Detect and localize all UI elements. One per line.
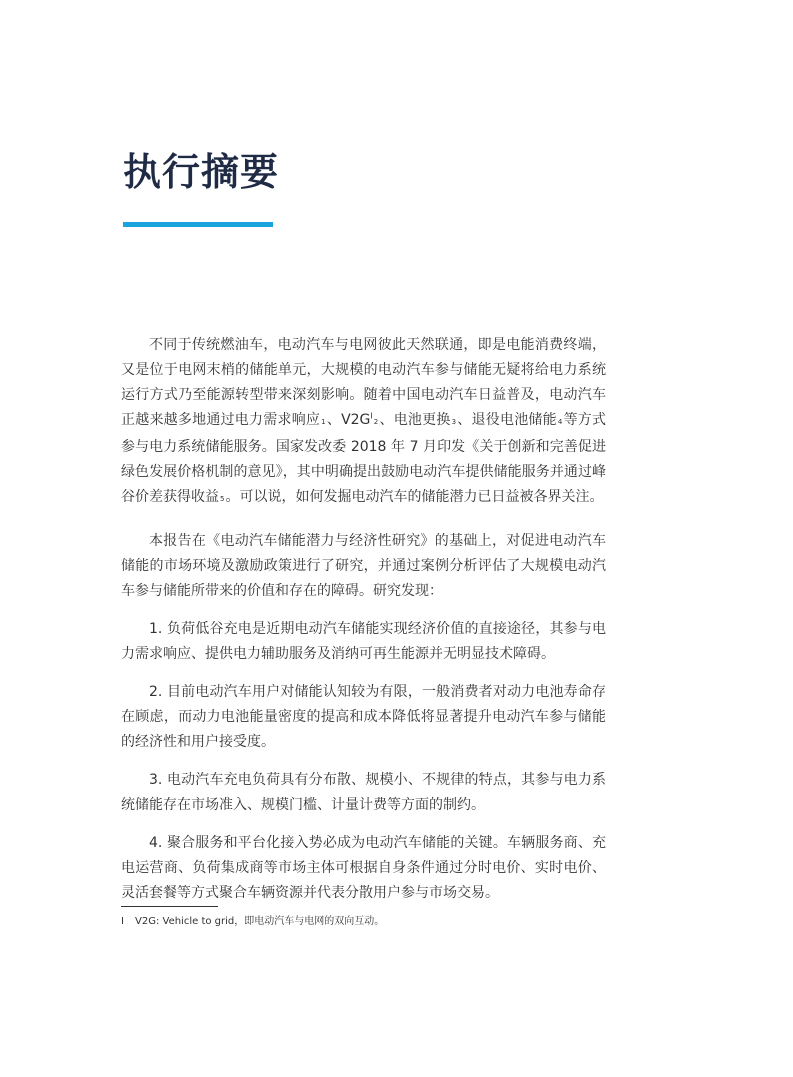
- reference-1: 1: [321, 418, 326, 426]
- body-text: [121, 333, 606, 906]
- page-title: 执行摘要: [123, 150, 280, 194]
- intro-text-e: 等方式参与电力系统储能服务。国家发改委 2018 年 7 月印发《关于创新和完善促进绿色发展价格机制的意见》，其中明确提出鼓励电动汽车提供储能服务并通过峰谷价差获得收益: [121, 412, 607, 505]
- title-accent-rule: [123, 222, 273, 227]
- reference-5: 5: [220, 495, 225, 503]
- footnote-text: V2G: Vehicle to grid，即电动汽车与电网的双向互动。: [135, 916, 385, 927]
- footnote-marker: I: [370, 411, 373, 421]
- intro-text-b: 、V2G: [326, 412, 371, 428]
- intro-paragraph-1: [121, 333, 606, 512]
- intro-paragraph-2: 本报告在《电动汽车储能潜力与经济性研究》的基础上，对促进电动汽车储能的市场环境及激励政策进行了研究，并通过案例分析评估了大规模电动汽车参与储能所带来的价值和存在的障碍。研究发现：: [121, 533, 606, 599]
- reference-3: 3: [451, 418, 457, 426]
- footnote-divider: [121, 906, 218, 907]
- intro-text-a: 不同于传统燃油车，电动汽车与电网彼此天然联通，即是电能消费终端，又是位于电网末梢的储能单元，大规模的电动汽车参与储能无疑将给电力系统运行方式乃至能源转型带来深刻影响。随着中国电动汽车日益普及，电动汽车正越来越多地通过电力需求响应: [121, 337, 606, 428]
- finding-3: 3. 电动汽车充电负荷具有分布散、规模小、不规律的特点，其参与电力系统储能存在市场准入、规模门槛、计量计费等方面的制约。: [121, 772, 606, 813]
- reference-4: 4: [557, 418, 563, 426]
- finding-2: 2. 目前电动汽车用户对储能认知较为有限，一般消费者对动力电池寿命存在顾虑，而动力电池能量密度的提高和成本降低将显著提升电动汽车参与储能的经济性和用户接受度。: [121, 684, 606, 750]
- reference-2: 2: [373, 418, 379, 426]
- finding-4: 4. 聚合服务和平台化接入势必成为电动汽车储能的关键。车辆服务商、充电运营商、负荷集成商等市场主体可根据自身条件通过分时电价、实时电价、灵活套餐等方式聚合车辆资源并代表分散用户参与市场交易。: [121, 835, 606, 901]
- intro-text-f: 。可以说，如何发掘电动汽车的储能潜力已日益被各界关注。: [225, 489, 604, 505]
- finding-1: 1. 负荷低谷充电是近期电动汽车储能实现经济价值的直接途径，其参与电力需求响应、提供电力辅助服务及消纳可再生能源并无明显技术障碍。: [121, 621, 606, 662]
- intro-text-d: 、退役电池储能: [457, 412, 557, 428]
- footnote: [121, 915, 384, 929]
- footnote-mark: I: [121, 916, 124, 927]
- intro-text-c: 、电池更换: [379, 412, 451, 428]
